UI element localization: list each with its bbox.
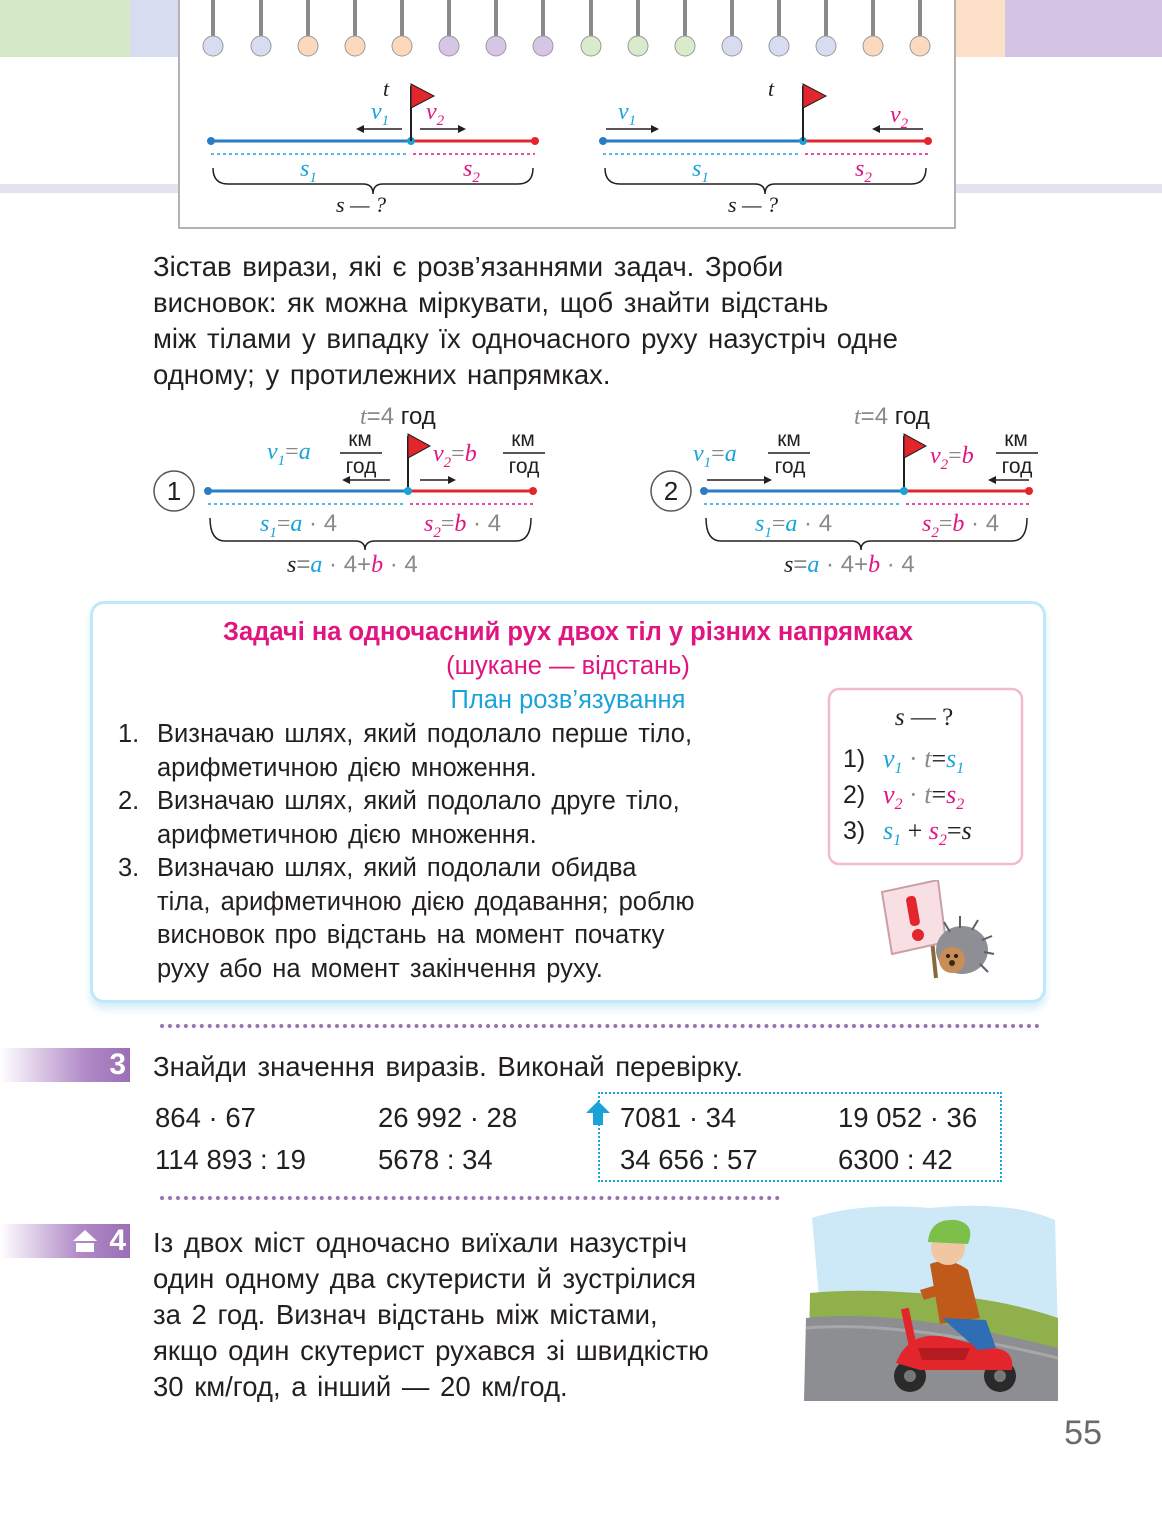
- svg-text:s2: $s_2$: [855, 156, 872, 186]
- exercise-4-line: Із двох міст одночасно виїхали назустріч: [153, 1227, 688, 1258]
- plan-step: [118, 785, 694, 852]
- step-line: арифметичною дією множення.: [157, 820, 537, 849]
- exercise-3-col2: [378, 1097, 517, 1181]
- unit-hour: год: [345, 455, 377, 478]
- svg-text:год: год: [1001, 455, 1033, 478]
- svg-text:v1 · t=s1: $v_1 \cdot t=s_1$: [883, 744, 965, 777]
- lilac-stripe-right: [955, 184, 1162, 193]
- svg-text:v1: $v_1$: [371, 99, 390, 129]
- expression: 34 656 : 57: [620, 1144, 758, 1175]
- left-t-label: t: [383, 76, 390, 101]
- scooter-illustration: [800, 1198, 1062, 1403]
- svg-text:км: км: [511, 428, 535, 451]
- svg-text:v2=b: $v_2=b$: [930, 443, 974, 473]
- step-line: тіла, арифметичною дією додавання; роблю: [157, 887, 695, 916]
- exercise-3-col4: [838, 1097, 977, 1181]
- svg-text:s1=a · 4: $s_1=a \cdot 4$: [260, 510, 338, 541]
- expression: 19 052 · 36: [838, 1102, 978, 1133]
- intro-line: між тілами у випадку їх одночасного руху назустріч одне: [153, 323, 898, 354]
- svg-text:s=a · 4+b · 4: s=a · 4+b · 4: [287, 551, 418, 578]
- exercise-3-text: Знайди значення виразів. Виконай перевірку.: [153, 1051, 743, 1082]
- color-band-peach: [955, 0, 1005, 57]
- step-number: 2.: [118, 787, 140, 815]
- exercise-4-badge: [0, 1224, 130, 1258]
- dotted-separator: [160, 1024, 1040, 1028]
- home-icon: [72, 1229, 98, 1253]
- hedgehog-sign-illustration: [880, 880, 995, 980]
- svg-text:v1=a: $v_1=a$: [267, 439, 311, 469]
- svg-text:1): 1): [843, 745, 866, 773]
- svg-text:s1=a · 4: $s_1=a \cdot 4$: [755, 510, 833, 541]
- plan-steps: [118, 718, 694, 986]
- plan-step: [118, 718, 694, 785]
- expression: 114 893 : 19: [155, 1144, 306, 1175]
- step-line: Визначаю шлях, який подолало перше тіло,: [157, 720, 693, 748]
- svg-text:s — ?: s — ?: [894, 704, 954, 731]
- expression: 864 · 67: [155, 1102, 256, 1133]
- svg-text:s=a · 4+b · 4: s=a · 4+b · 4: [784, 551, 915, 578]
- step-line: руху або на момент закінчення руху.: [157, 954, 603, 983]
- exercise-4-text: [153, 1225, 709, 1405]
- left-s-label: s — ?: [336, 192, 387, 217]
- svg-text:v2: $v_2$: [426, 99, 445, 129]
- exercise-number: 3: [109, 1048, 126, 1081]
- lilac-stripe-left: [0, 184, 180, 193]
- svg-text:s2=b · 4: $s_2=b \cdot 4$: [424, 510, 502, 541]
- rule-subtitle: (шукане — відстань): [446, 652, 690, 680]
- step-number: 3.: [118, 854, 140, 882]
- step-number: 1.: [118, 720, 140, 748]
- formula-box: [827, 687, 1025, 867]
- svg-text:t=4 год: t=4 год: [360, 403, 436, 430]
- svg-text:s2=b · 4: $s_2=b \cdot 4$: [922, 510, 1000, 541]
- svg-text:v2=b: $v_2=b$: [433, 441, 477, 471]
- color-band-lavender: [130, 0, 180, 57]
- scheme-number: 1: [166, 476, 182, 506]
- exercise-4-line: якщо один скутерист рухався зі швидкістю: [153, 1335, 709, 1366]
- expression: 7081 · 34: [620, 1102, 737, 1133]
- svg-text:v1=a: $v_1=a$: [693, 441, 737, 471]
- svg-text:км: км: [777, 428, 801, 451]
- plan-step: [118, 852, 694, 986]
- step-line: арифметичною дією множення.: [157, 753, 537, 782]
- svg-text:2): 2): [843, 781, 866, 809]
- step-line: висновок про відстань на момент початку: [157, 921, 665, 949]
- plan-title: План розв’язування: [450, 686, 686, 714]
- svg-text:год: год: [508, 455, 540, 478]
- exercise-4-line: 30 км/год, а інший — 20 км/год.: [153, 1371, 568, 1402]
- page-number: 55: [1064, 1414, 1102, 1452]
- expression: 5678 : 34: [378, 1144, 493, 1175]
- scheme-number: 2: [663, 476, 679, 506]
- scheme-1: [150, 398, 560, 582]
- svg-text:t=4 год: t=4 год: [854, 403, 930, 430]
- svg-text:v1: $v_1$: [618, 99, 637, 129]
- step-line: Визначаю шлях, який подолало друге тіло,: [157, 787, 680, 815]
- exercise-4-line: один одному два скутеристи й зустрілися: [153, 1263, 696, 1294]
- svg-text:s2: $s_2$: [463, 156, 480, 186]
- step-line: Визначаю шлях, який подолали обидва: [157, 854, 637, 882]
- right-s-label: s — ?: [728, 192, 779, 217]
- exercise-3-col1: [155, 1097, 306, 1181]
- expression: 6300 : 42: [838, 1144, 953, 1175]
- exercise-4-line: за 2 год. Визнач відстань між містами,: [153, 1299, 658, 1330]
- exercise-3-badge: [0, 1048, 130, 1082]
- svg-text:v2: $v_2$: [890, 102, 909, 132]
- exercise-number: 4: [109, 1224, 126, 1257]
- svg-text:км: км: [1004, 428, 1028, 451]
- svg-text:s1 + s2=s: $s_1 + s_2=s$: [883, 816, 972, 849]
- svg-text:s1: $s_1$: [692, 156, 709, 186]
- unit-km: км: [348, 428, 372, 451]
- svg-text:год: год: [774, 455, 806, 478]
- svg-text:s1: $s_1$: [300, 156, 317, 186]
- svg-text:3): 3): [843, 817, 866, 845]
- right-t-label: t: [768, 76, 775, 101]
- color-band-green: [0, 0, 130, 57]
- expression: 26 992 · 28: [378, 1102, 518, 1133]
- rule-title: Задачі на одночасний рух двох тіл у різних напрямках: [223, 618, 913, 646]
- color-band-violet: [1005, 0, 1162, 57]
- intro-paragraph: [153, 249, 898, 393]
- intro-line: Зістав вирази, які є розв’язаннями задач. Зроби: [153, 251, 784, 282]
- scheme-2: [647, 398, 1057, 582]
- exercise-3-col3: [620, 1097, 758, 1181]
- notepad-diagram: [178, 0, 956, 230]
- intro-line: одному; у протилежних напрямках.: [153, 359, 611, 390]
- svg-text:v2 · t=s2: $v_2 \cdot t=s_2$: [883, 780, 965, 813]
- up-arrow-icon: [585, 1100, 611, 1126]
- intro-line: висновок: як можна міркувати, щоб знайти відстань: [153, 287, 829, 318]
- dotted-separator: [160, 1196, 780, 1200]
